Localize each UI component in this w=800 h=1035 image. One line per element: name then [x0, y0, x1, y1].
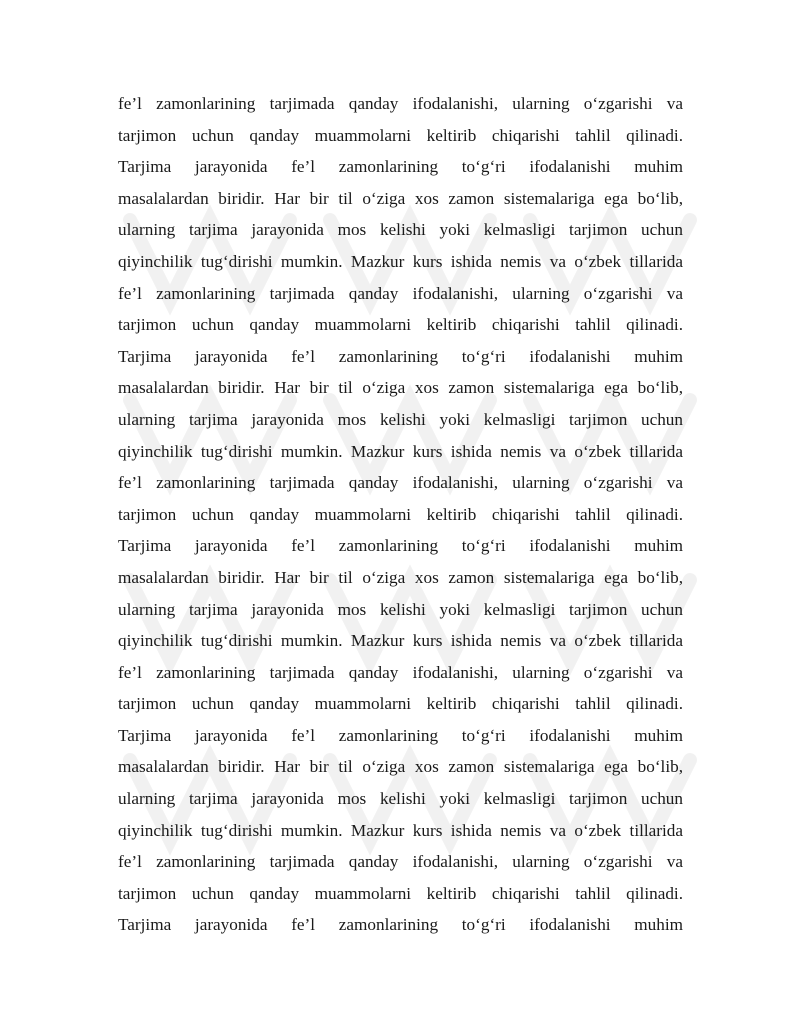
- text-line: fe’l zamonlarining tarjimada qanday ifodalanishi, ularning o‘zgarishi va: [118, 283, 683, 303]
- text-line: ularning tarjima jarayonida mos kelishi yoki kelmasligi tarjimon uchun: [118, 409, 683, 429]
- text-line: qiyinchilik tug‘dirishi mumkin. Mazkur kurs ishida nemis va o‘zbek tillarida: [118, 820, 683, 840]
- text-line: qiyinchilik tug‘dirishi mumkin. Mazkur kurs ishida nemis va o‘zbek tillarida: [118, 251, 683, 271]
- text-line: Tarjima jarayonida fe’l zamonlarining to‘g‘ri ifodalanishi muhim: [118, 915, 683, 935]
- text-line: fe’l zamonlarining tarjimada qanday ifodalanishi, ularning o‘zgarishi va: [118, 473, 683, 493]
- text-line: fe’l zamonlarining tarjimada qanday ifodalanishi, ularning o‘zgarishi va: [118, 852, 683, 872]
- text-line: ularning tarjima jarayonida mos kelishi yoki kelmasligi tarjimon uchun: [118, 789, 683, 809]
- text-line: fe’l zamonlarining tarjimada qanday ifodalanishi, ularning o‘zgarishi va: [118, 662, 683, 682]
- text-line: Tarjima jarayonida fe’l zamonlarining to‘g‘ri ifodalanishi muhim: [118, 346, 683, 366]
- text-line: Tarjima jarayonida fe’l zamonlarining to‘g‘ri ifodalanishi muhim: [118, 536, 683, 556]
- text-line: tarjimon uchun qanday muammolarni keltirib chiqarishi tahlil qilinadi.: [118, 315, 683, 335]
- text-line: masalalardan biridir. Har bir til o‘ziga xos zamon sistemalariga ega bo‘lib,: [118, 188, 683, 208]
- text-line: masalalardan biridir. Har bir til o‘ziga xos zamon sistemalariga ega bo‘lib,: [118, 378, 683, 398]
- text-line: Tarjima jarayonida fe’l zamonlarining to‘g‘ri ifodalanishi muhim: [118, 157, 683, 177]
- text-line: tarjimon uchun qanday muammolarni keltirib chiqarishi tahlil qilinadi.: [118, 125, 683, 145]
- text-line: tarjimon uchun qanday muammolarni keltirib chiqarishi tahlil qilinadi.: [118, 504, 683, 524]
- body-text: [118, 88, 683, 941]
- text-line: tarjimon uchun qanday muammolarni keltirib chiqarishi tahlil qilinadi.: [118, 694, 683, 714]
- text-line: masalalardan biridir. Har bir til o‘ziga xos zamon sistemalariga ega bo‘lib,: [118, 757, 683, 777]
- text-line: masalalardan biridir. Har bir til o‘ziga xos zamon sistemalariga ega bo‘lib,: [118, 567, 683, 587]
- text-line: qiyinchilik tug‘dirishi mumkin. Mazkur kurs ishida nemis va o‘zbek tillarida: [118, 631, 683, 651]
- text-line: fe’l zamonlarining tarjimada qanday ifodalanishi, ularning o‘zgarishi va: [118, 94, 683, 113]
- text-line: ularning tarjima jarayonida mos kelishi yoki kelmasligi tarjimon uchun: [118, 220, 683, 240]
- text-line: ularning tarjima jarayonida mos kelishi yoki kelmasligi tarjimon uchun: [118, 599, 683, 619]
- text-line: Tarjima jarayonida fe’l zamonlarining to‘g‘ri ifodalanishi muhim: [118, 725, 683, 745]
- text-line: tarjimon uchun qanday muammolarni keltirib chiqarishi tahlil qilinadi.: [118, 883, 683, 903]
- text-line: qiyinchilik tug‘dirishi mumkin. Mazkur kurs ishida nemis va o‘zbek tillarida: [118, 441, 683, 461]
